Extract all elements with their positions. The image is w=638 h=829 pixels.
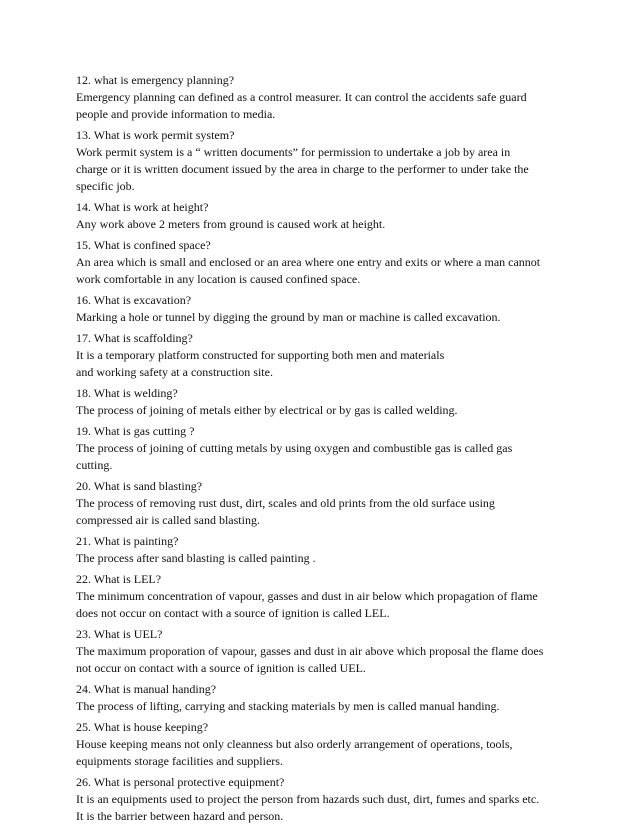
qa-item-23 <box>76 626 566 677</box>
question-text: 25. What is house keeping? <box>76 720 209 734</box>
answer-text: The process of lifting, carrying and stacking materials by men is called manual handing. <box>76 699 500 713</box>
qa-item-15 <box>76 237 566 288</box>
question-text: 26. What is personal protective equipment? <box>76 775 285 789</box>
question-text: 21. What is painting? <box>76 534 179 548</box>
answer-text: Emergency planning can defined as a control measurer. It can control the accidents safe guard people and provide information to media. <box>76 90 527 121</box>
qa-item-22 <box>76 571 566 622</box>
answer-text: The process of joining of metals either by electrical or by gas is called welding. <box>76 403 458 417</box>
qa-item-19 <box>76 423 566 474</box>
answer-text: Work permit system is a “ written documents” for permission to undertake a job by area in charge or it is written document issued by the area in charge to the performer to under take the specific job. <box>76 145 529 193</box>
qa-item-24 <box>76 681 566 715</box>
answer-text: It is an equipments used to project the person from hazards such dust, dirt, fumes and sparks etc. It is the barrier between hazard and person. <box>76 792 540 823</box>
question-text: 23. What is UEL? <box>76 627 163 641</box>
document-page <box>76 72 566 829</box>
answer-text: Marking a hole or tunnel by digging the ground by man or machine is called excavation. <box>76 310 501 324</box>
qa-item-25 <box>76 719 566 770</box>
question-text: 16. What is excavation? <box>76 293 192 307</box>
question-text: 18. What is welding? <box>76 386 178 400</box>
question-text: 20. What is sand blasting? <box>76 479 203 493</box>
qa-item-18 <box>76 385 566 419</box>
qa-item-20 <box>76 478 566 529</box>
qa-item-12 <box>76 72 566 123</box>
answer-text: House keeping means not only cleanness but also orderly arrangement of operations, tools, equipments storage facilities and suppliers. <box>76 737 513 768</box>
answer-text: The minimum concentration of vapour, gasses and dust in air below which propagation of flame does not occur on contact with a source of ignition is called LEL. <box>76 589 538 620</box>
question-text: 15. What is confined space? <box>76 238 211 252</box>
qa-item-16 <box>76 292 566 326</box>
qa-item-14 <box>76 199 566 233</box>
question-text: 22. What is LEL? <box>76 572 162 586</box>
question-text: 14. What is work at height? <box>76 200 209 214</box>
question-text: 24. What is manual handing? <box>76 682 217 696</box>
answer-text: An area which is small and enclosed or an area where one entry and exits or where a man cannot work comfortable in any location is caused confined space. <box>76 255 541 286</box>
question-text: 12. what is emergency planning? <box>76 73 235 87</box>
qa-item-17 <box>76 330 566 381</box>
qa-item-13 <box>76 127 566 195</box>
answer-text: The process after sand blasting is called painting . <box>76 551 316 565</box>
answer-text: The process of removing rust dust, dirt, scales and old prints from the old surface using compressed air is called sand blasting. <box>76 496 495 527</box>
question-text: 19. What is gas cutting ? <box>76 424 195 438</box>
question-text: 13. What is work permit system? <box>76 128 235 142</box>
answer-text: The process of joining of cutting metals by using oxygen and combustible gas is called gas cutting. <box>76 441 513 472</box>
question-text: 17. What is scaffolding? <box>76 331 193 345</box>
answer-text: The maximum proporation of vapour, gasses and dust in air above which proposal the flame does not occur on contact with a source of ignition is called UEL. <box>76 644 544 675</box>
qa-item-21 <box>76 533 566 567</box>
answer-text: Any work above 2 meters from ground is caused work at height. <box>76 217 386 231</box>
qa-item-26 <box>76 774 566 825</box>
answer-text: It is a temporary platform constructed for supporting both men and materials and working safety at a construction site. <box>76 348 445 379</box>
